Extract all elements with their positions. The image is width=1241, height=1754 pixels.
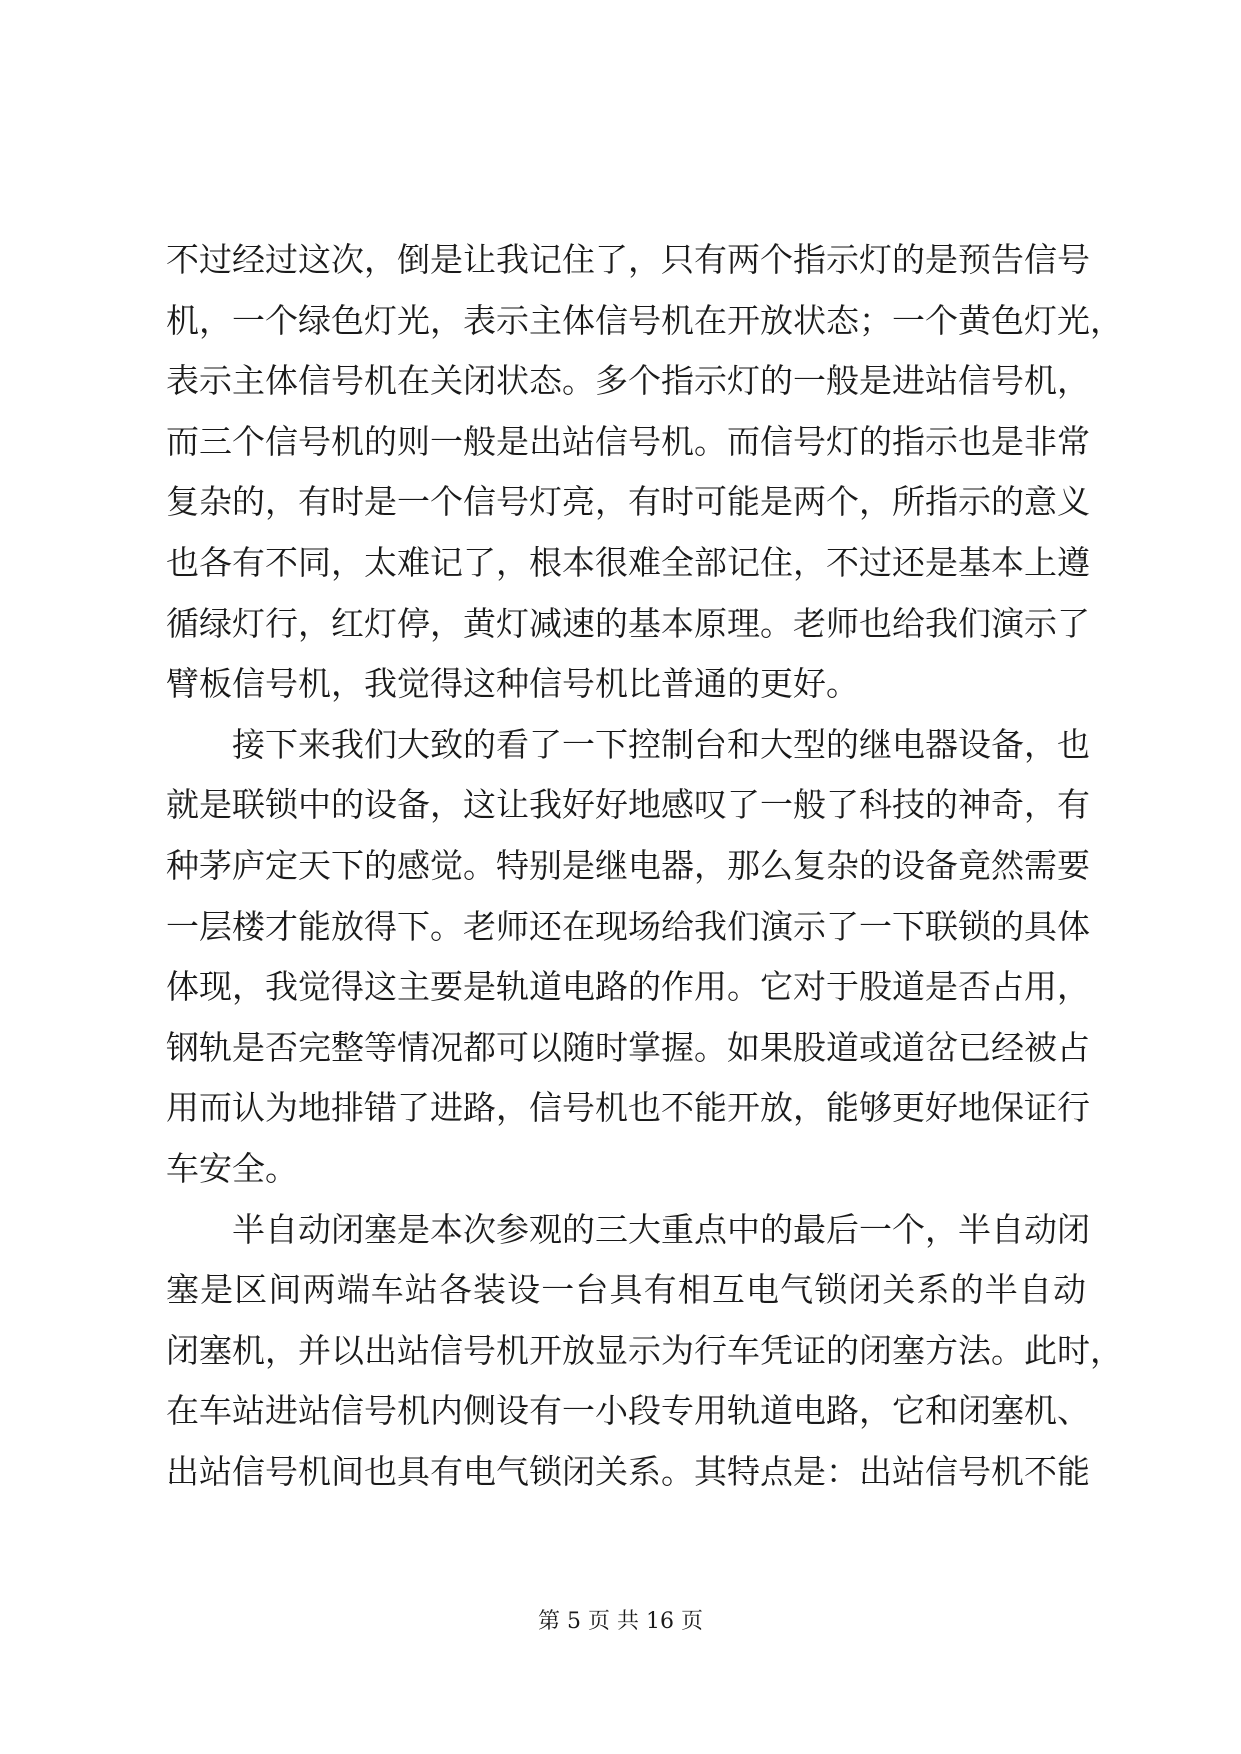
paragraph-line: 用而认为地排错了进路，信号机也不能开放，能够更好地保证行 [166, 1088, 1090, 1128]
paragraph-line: 车安全。 [166, 1148, 298, 1188]
paragraph-line: 钢轨是否完整等情况都可以随时掌握。如果股道或道岔已经被占 [166, 1027, 1090, 1067]
paragraph-line: 闭塞机，并以出站信号机开放显示为行车凭证的闭塞方法。此时， [166, 1330, 1123, 1370]
page-number-label: 第 5 页 共 16 页 [538, 1609, 703, 1634]
paragraph-line: 不过经过这次，倒是让我记住了，只有两个指示灯的是预告信号 [166, 240, 1090, 279]
paragraph-line: 种茅庐定天下的感觉。特别是继电器，那么复杂的设备竟然需要 [166, 845, 1090, 885]
paragraph-line: 机，一个绿色灯光，表示主体信号机在开放状态；一个黄色灯光， [166, 300, 1123, 340]
paragraph-line: 半自动闭塞是本次参观的三大重点中的最后一个，半自动闭 [232, 1209, 1090, 1249]
paragraph-line: 而三个信号机的则一般是出站信号机。而信号灯的指示也是非常 [166, 421, 1090, 461]
paragraph-line: 出站信号机间也具有电气锁闭关系。其特点是：出站信号机不能 [166, 1451, 1090, 1491]
document-body [166, 230, 1123, 1502]
paragraph-line: 塞是区间两端车站各装设一台具有相互电气锁闭关系的半自动 [166, 1270, 1086, 1310]
paragraph-line: 一层楼才能放得下。老师还在现场给我们演示了一下联锁的具体 [166, 906, 1090, 946]
paragraph-line: 复杂的，有时是一个信号灯亮，有时可能是两个，所指示的意义 [166, 482, 1090, 522]
paragraph-line: 臂板信号机，我觉得这种信号机比普通的更好。 [166, 664, 859, 704]
paragraph-line: 体现，我觉得这主要是轨道电路的作用。它对于股道是否占用， [166, 967, 1090, 1007]
paragraph-line: 表示主体信号机在关闭状态。多个指示灯的一般是进站信号机， [166, 361, 1090, 401]
page-footer [0, 1604, 1241, 1635]
paragraph-line: 就是联锁中的设备，这让我好好地感叹了一般了科技的神奇，有 [166, 785, 1090, 825]
paragraph-line: 也各有不同，太难记了，根本很难全部记住，不过还是基本上遵 [166, 542, 1090, 582]
paragraph-line: 在车站进站信号机内侧设有一小段专用轨道电路，它和闭塞机、 [166, 1391, 1090, 1431]
paragraph-line: 循绿灯行，红灯停，黄灯减速的基本原理。老师也给我们演示了 [166, 603, 1090, 643]
paragraph-line: 接下来我们大致的看了一下控制台和大型的继电器设备，也 [232, 724, 1090, 764]
